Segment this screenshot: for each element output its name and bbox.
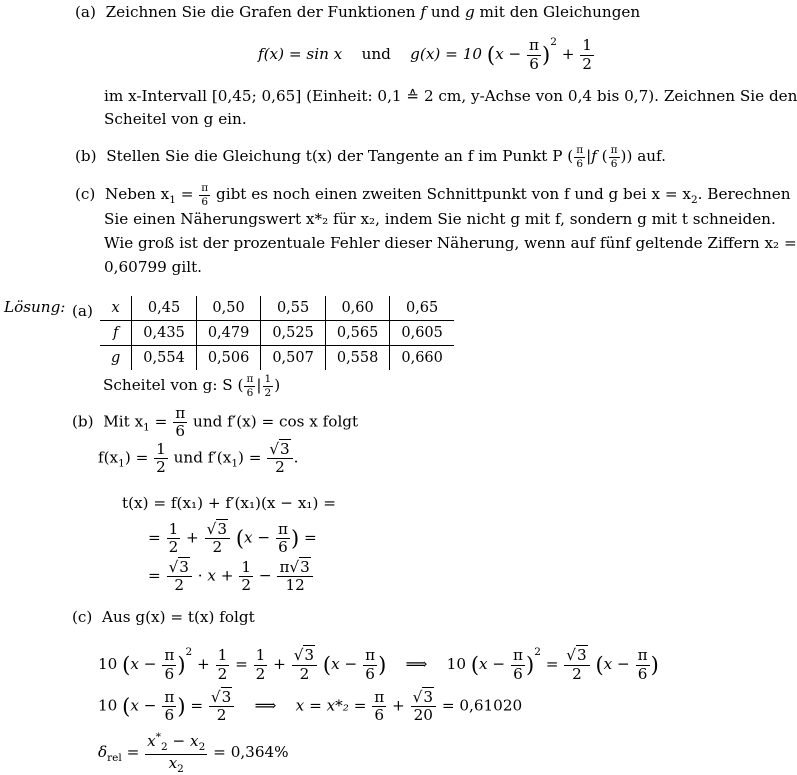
table-cell: 0,435 xyxy=(132,321,197,346)
table-cell: 0,45 xyxy=(132,296,197,321)
table-cell: 0,565 xyxy=(325,321,390,346)
table-cell: 0,554 xyxy=(132,346,197,371)
table-cell: 0,479 xyxy=(196,321,261,346)
table-row xyxy=(100,346,454,371)
solution-b-values: $f(x_1)$ = $\frac{1}{2}$ und $f'(x_1)$ = $\frac{√3}{2}$ . xyxy=(98,440,299,477)
solution-c-eq1: 10 (x − $\frac{\pi}{6}$ )$^2$ + $\frac{1}{2}$ = $\frac{1}{2}$ + $\frac{√3}{2}$ (x − $\frac{\pi}{6}$ ) ⟹ 10 (x − $\frac{\pi}{6}$ )$^2$ = $\frac{√3}{2}$ (x − $\frac{\pi}{6}$ ) xyxy=(98,646,659,683)
task-c-line4: 0,60799 gilt. xyxy=(104,258,202,276)
solution-a-marker: (a) xyxy=(72,302,93,320)
task-c-line1: (c) Neben $x_1$ = $\frac{\pi}{6}$ gibt es noch einen zweiten Schnittpunkt von f und g bei $x = x_2$. Berechnen xyxy=(75,182,791,208)
solution-b-t3: = $\frac{√3}{2}$ · x + $\frac{1}{2}$ − $\frac{\pi√3}{12}$ xyxy=(148,560,314,593)
task-a-equation: f(x) = sin x und g(x) = 10 (x − $\frac{\pi}{6}$ )$^2$ + $\frac{1}{2}$ xyxy=(258,36,592,73)
table-cell: 0,65 xyxy=(390,296,454,321)
table-cell: 0,660 xyxy=(390,346,454,371)
vertex-line: Scheitel von g: S ( $\frac{\pi}{6}$ | $\frac{1}{2}$ ) xyxy=(103,373,281,399)
task-b-line: (b) Stellen Sie die Gleichung t(x) der Tangente an f im Punkt P ( $\frac{\pi}{6}$ |f ( $\frac{\pi}{6}$ )) auf. xyxy=(75,144,666,170)
table-cell: 0,50 xyxy=(196,296,261,321)
table-cell: g xyxy=(111,350,121,366)
solution-label: Lösung: xyxy=(4,298,66,316)
task-a-line2: im x-Intervall [0,45; 0,65] (Einheit: 0,1 ≙ 2 cm, y-Achse von 0,4 bis 0,7). Zeichnen Sie den xyxy=(104,87,797,105)
table-cell: 0,525 xyxy=(261,321,326,346)
solution-b-intro: (b) Mit $x_1$ = $\frac{\pi}{6}$ und f′(x) = cos x folgt xyxy=(72,404,359,441)
solution-c-intro: (c) Aus g(x) = t(x) folgt xyxy=(72,608,255,626)
table-row xyxy=(100,321,454,346)
solution-b-t1: t(x) = f(x₁) + f′(x₁)(x − x₁) = xyxy=(122,494,336,512)
value-table xyxy=(100,296,454,370)
table-cell: 0,60 xyxy=(325,296,390,321)
solution-b-t2: = $\frac{1}{2}$ + $\frac{√3}{2}$ (x − $\frac{\pi}{6}$ ) = xyxy=(148,520,317,557)
table-cell: x xyxy=(100,296,132,321)
table-cell: f xyxy=(100,321,132,346)
table-row xyxy=(100,296,454,321)
table-cell: 0,507 xyxy=(261,346,326,371)
table-cell: 0,558 xyxy=(325,346,390,371)
solution-c-eq2: 10 (x − $\frac{\pi}{6}$ ) = $\frac{√3}{2}$ ⟹ x = x*₂ = $\frac{\pi}{6}$ + $\frac{√3}{20}$ = 0,61020 xyxy=(98,688,523,725)
task-c-line2: Sie einen Näherungswert x*₂ für x₂, indem Sie nicht g mit f, sondern g mit t schneiden. xyxy=(104,210,776,228)
task-c-line3: Wie groß ist der prozentuale Fehler dieser Näherung, wenn auf fünf geltende Ziffern x₂ = xyxy=(104,234,797,252)
task-a-line3: Scheitel von g ein. xyxy=(104,110,247,128)
table-cell: 0,605 xyxy=(390,321,454,346)
task-a-line1: (a) Zeichnen Sie die Grafen der Funktionen f und g mit den Gleichungen xyxy=(75,3,641,21)
solution-c-delta: $\delta_{rel}$ = $\frac{x^*_2 - x_2}{x_2}$ = 0,364% xyxy=(98,731,289,775)
table-cell: 0,55 xyxy=(261,296,326,321)
table-cell: 0,506 xyxy=(196,346,261,371)
